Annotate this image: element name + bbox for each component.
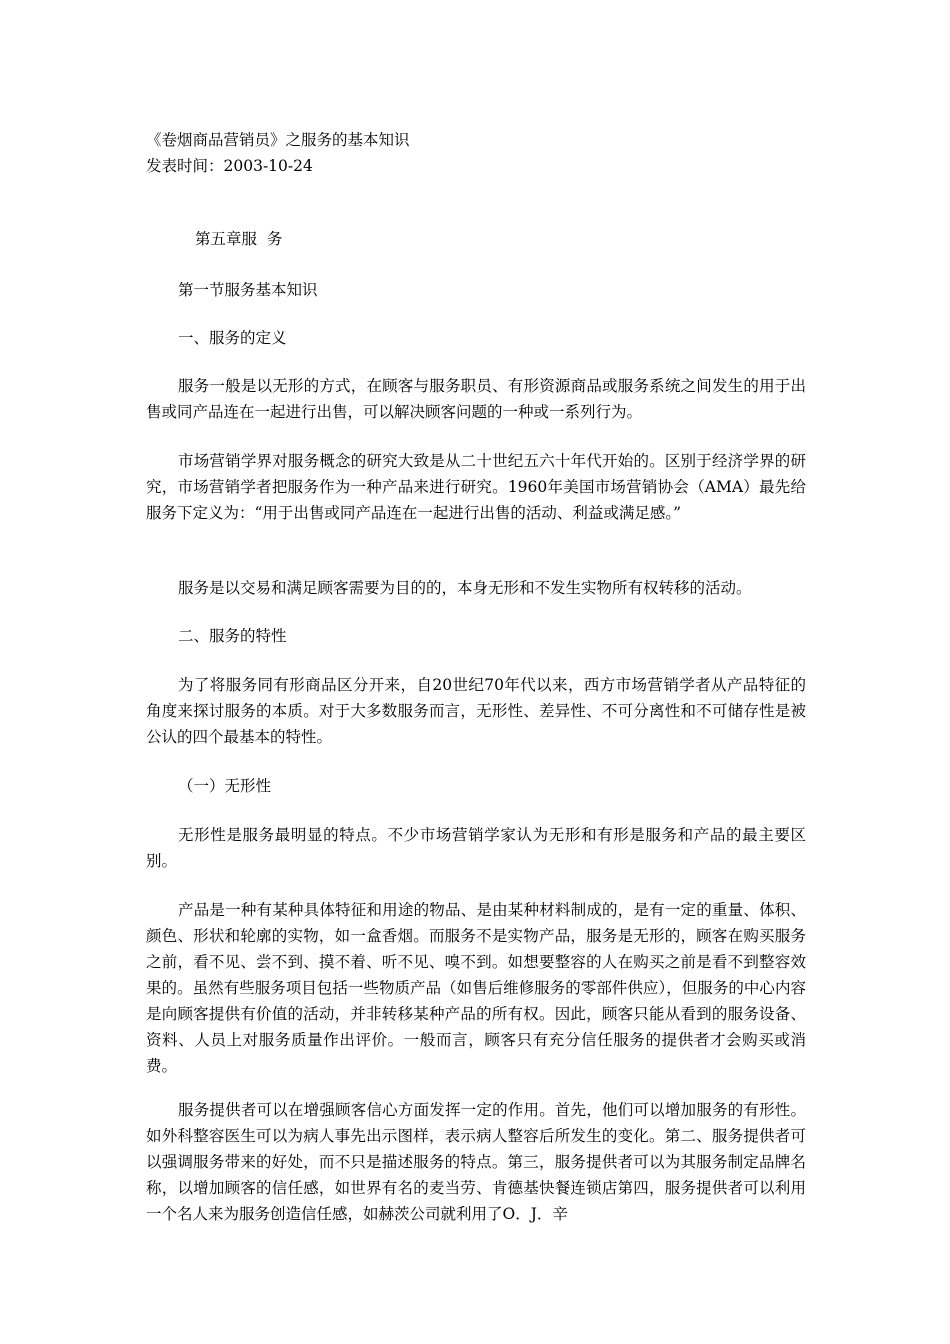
paragraph: 市场营销学界对服务概念的研究大致是从二十世纪五六十年代开始的。区别于经济学界的研究，市场营销学者把服务作为一种产品来进行研究。1960年美国市场营销协会（AMA）最先给服务下定义为：“用于出售或同产品连在一起进行出售的活动、利益或满足感。” [146,452,806,522]
heading-service-characteristics: 二、服务的特性 [178,627,287,645]
paragraph: 服务一般是以无形的方式，在顾客与服务职员、有形资源商品或服务系统之间发生的用于出售或同产品连在一起进行出售，可以解决顾客问题的一种或一系列行为。 [146,377,806,421]
paragraph: 无形性是服务最明显的特点。不少市场营销学家认为无形和有形是服务和产品的最主要区别。 [146,826,806,870]
document-title: 《卷烟商品营销员》之服务的基本知识 [146,131,410,149]
paragraph: 服务提供者可以在增强顾客信心方面发挥一定的作用。首先，他们可以增加服务的有形性。如外科整容医生可以为病人事先出示图样，表示病人整容后所发生的变化。第二、服务提供者可以强调服务带来的好处，而不只是描述服务的特点。第三，服务提供者可以为其服务制定品牌名称，以增加顾客的信任感，如世界有名的麦当劳、肯德基快餐连锁店第四，服务提供者可以利用一个名人来为服务创造信任感，如赫茨公司就利用了O．J．辛 [146,1101,806,1223]
subheading-intangibility: （一）无形性 [178,777,272,795]
chapter-heading: 第五章服 务 [195,230,283,248]
paragraph: 服务是以交易和满足顾客需要为目的的，本身无形和不发生实物所有权转移的活动。 [178,579,752,597]
paragraph: 为了将服务同有形商品区分开来，自20世纪70年代以来，西方市场营销学者从产品特征的角度来探讨服务的本质。对于大多数服务而言，无形性、差异性、不可分离性和不可储存性是被公认的四个最基本的特性。 [146,676,806,746]
paragraph: 产品是一种有某种具体特征和用途的物品、是由某种材料制成的，是有一定的重量、体积、颜色、形状和轮廓的实物，如一盒香烟。而服务不是实物产品，服务是无形的，顾客在购买服务之前，看不见、尝不到、摸不着、听不见、嗅不到。如想要整容的人在购买之前是看不到整容效果的。虽然有些服务项目包括一些物质产品（如售后维修服务的零部件供应），但服务的中心内容是向顾客提供有价值的活动，并非转移某种产品的所有权。因此，顾客只能从看到的服务设备、资料、人员上对服务质量作出评价。一般而言，顾客只有充分信任服务的提供者才会购买或消费。 [146,901,806,1075]
section-heading: 第一节服务基本知识 [178,281,318,299]
publish-date: 发表时间：2003-10-24 [146,157,313,175]
heading-service-definition: 一、服务的定义 [178,329,287,347]
